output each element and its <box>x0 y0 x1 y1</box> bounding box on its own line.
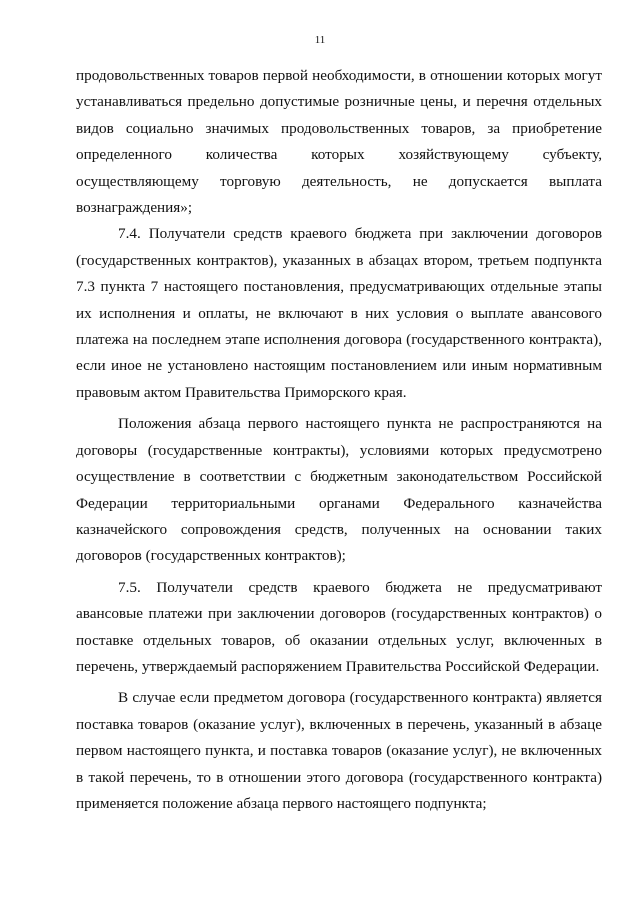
paragraph-7-5-mixed-supply: В случае если предметом договора (государственного контракта) является поставка товаров (оказание услуг), включенных в перечень, указанный в абзаце первом настоящего пункта, и поставка товаров (оказание услуг), не включенных в такой перечень, то в отношении этого договора (государственного контракта) применяется положение абзаца первого настоящего подпункта; <box>76 689 602 812</box>
paragraph-7-5: 7.5. Получатели средств краевого бюджета не предусматривают авансовые платежи при заключении договоров (государственных контрактов) о поставке отдельных товаров, об оказании отдельных услуг, включенных в перечень, утверждаемый распоряжением Правительства Российской Федерации. <box>76 578 602 675</box>
document-body <box>76 63 602 817</box>
paragraph-7-4-exception: Положения абзаца первого настоящего пункта не распространяются на договоры (государственные контракты), условиями которых предусмотрено осуществление в соответствии с бюджетным законодательством Российской Федерации территориальными органами Федерального казначейства казначейского сопровождения средств, полученных на основании таких договоров (государственных контрактов); <box>76 415 602 565</box>
paragraph-7-4: 7.4. Получатели средств краевого бюджета при заключении договоров (государственных контрактов), указанных в абзацах втором, третьем подпункта 7.3 пункта 7 настоящего постановления, предусматривающих отдельные этапы их исполнения и оплаты, не включают в них условия о выплате авансового платежа на последнем этапе исполнения договора (государственного контракта), если иное не установлено настоящим постановлением или иным нормативным правовым актом Правительства Приморского края. <box>76 225 602 401</box>
paragraph-continuation: продовольственных товаров первой необходимости, в отношении которых могут устанавливаться предельно допустимые розничные цены, и перечня отдельных видов социально значимых продовольственных товаров, за приобретение определенного количества которых хозяйствующему субъекту, осуществляющему торговую деятельность, не допускается выплата вознаграждения»; <box>76 67 602 217</box>
page-number: 11 <box>314 34 326 46</box>
